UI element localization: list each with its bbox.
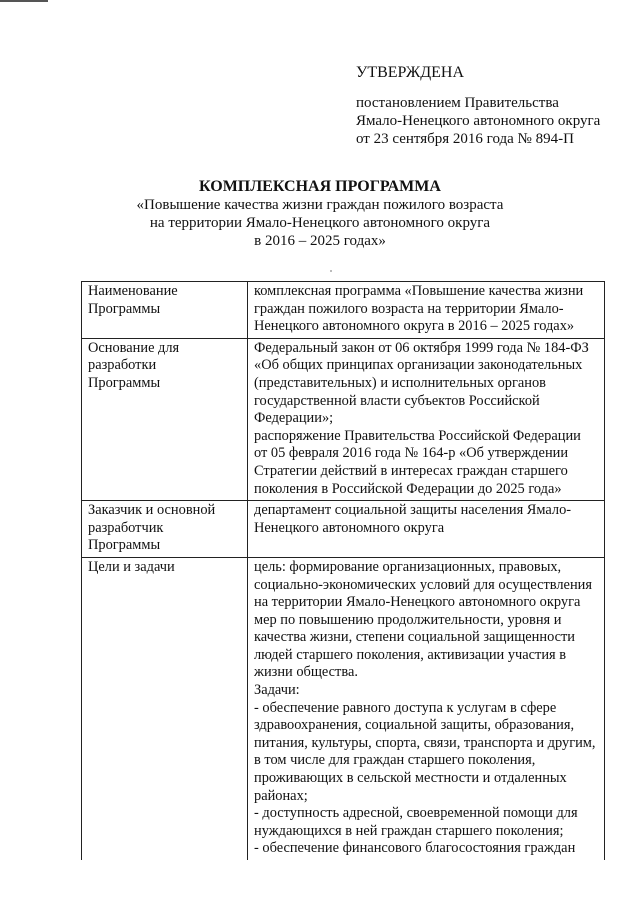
value-line: граждан пожилого возраста на территории Ямало- <box>254 300 564 317</box>
value-line: районах; <box>254 787 308 804</box>
value-line: поколения в Российской Федерации до 2025 года» <box>254 480 562 497</box>
value-line: департамент социальной защиты населения Ямало- <box>254 502 572 519</box>
program-passport-table <box>81 281 605 860</box>
value-line: Задачи: <box>254 682 300 699</box>
value-line: (представительных) и исполнительных органов <box>254 374 546 391</box>
row-label-cell <box>82 282 248 339</box>
value-line: питания, культуры, спорта, связи, транспорта и другим, <box>254 734 596 751</box>
value-line: - доступность адресной, своевременной помощи для <box>254 805 578 822</box>
value-line: людей старшего поколения, активизации участия в <box>254 646 567 663</box>
value-line: комплексная программа «Повышение качества жизни <box>254 283 584 299</box>
value-line: от 05 февраля 2016 года № 164-р «Об утверждении <box>254 445 569 462</box>
table-row <box>82 557 605 860</box>
value-line: социально-экономических условий для осуществления <box>254 576 592 593</box>
approval-heading: УТВЕРЖДЕНА <box>356 64 465 81</box>
table-row <box>82 282 605 339</box>
label-line: Программы <box>88 300 161 317</box>
label-line: Наименование <box>88 283 178 299</box>
value-line: - обеспечение равного доступа к услугам в сфере <box>254 699 557 716</box>
approval-stamp-block <box>356 64 626 148</box>
label-line: Программы <box>88 374 161 391</box>
label-line: Основание для <box>88 339 180 356</box>
value-line: Ненецкого автономного округа <box>254 519 445 536</box>
value-line: в том числе для граждан старшего поколения, <box>254 752 536 769</box>
table-row <box>82 501 605 558</box>
value-line: Федерации»; <box>254 410 334 427</box>
value-line: «Об общих принципах организации законодательных <box>254 357 583 374</box>
value-line: государственной власти субъектов Российской <box>254 392 540 409</box>
program-subtitle-line: на территории Ямало-Ненецкого автономного округа <box>149 215 491 231</box>
row-value-cell <box>248 557 605 860</box>
value-line: Ненецкого автономного округа в 2016 – 2025 годах» <box>254 318 575 335</box>
program-title-block <box>70 178 570 250</box>
label-line: разработки <box>88 357 157 374</box>
row-label-cell <box>82 501 248 558</box>
value-line: распоряжение Правительства Российской Федерации <box>254 427 581 444</box>
program-subtitle-line: в 2016 – 2025 годах» <box>254 233 386 249</box>
corner-scan-mark <box>0 0 48 2</box>
value-line: здравоохранения, социальной защиты, образования, <box>254 717 575 734</box>
scan-speck <box>330 270 332 272</box>
label-line: Программы <box>88 537 161 554</box>
row-value-cell <box>248 282 605 339</box>
value-line: Федеральный закон от 06 октября 1999 года № 184-ФЗ <box>254 339 589 356</box>
value-line: качества жизни, степени социальной защищенности <box>254 629 576 646</box>
approval-line: Ямало-Ненецкого автономного округа <box>356 113 601 129</box>
value-line: проживающих в сельской местности и отдаленных <box>254 770 567 787</box>
row-value-cell <box>248 501 605 558</box>
value-line: цель: формирование организационных, правовых, <box>254 558 562 575</box>
value-line: на территории Ямало-Ненецкого автономного округа <box>254 594 581 611</box>
program-subtitle-line: «Повышение качества жизни граждан пожилого возраста <box>136 197 504 213</box>
table-row <box>82 338 605 500</box>
approval-line: постановлением Правительства <box>356 95 559 111</box>
label-line: Цели и задачи <box>88 558 175 575</box>
row-label-cell <box>82 557 248 860</box>
approval-line: от 23 сентября 2016 года № 894-П <box>356 131 574 147</box>
value-line: мер по повышению продолжительности, уровня и <box>254 611 562 628</box>
row-label-cell <box>82 338 248 500</box>
value-line: жизни общества. <box>254 664 358 681</box>
label-line: разработчик <box>88 519 164 536</box>
value-line: Стратегии действий в интересах граждан старшего <box>254 462 568 479</box>
value-line: нуждающихся в ней граждан старшего поколения; <box>254 822 564 839</box>
label-line: Заказчик и основной <box>88 502 216 519</box>
value-line: - обеспечение финансового благосостояния граждан <box>254 840 576 857</box>
program-title: КОМПЛЕКСНАЯ ПРОГРАММА <box>199 178 441 195</box>
row-value-cell <box>248 338 605 500</box>
